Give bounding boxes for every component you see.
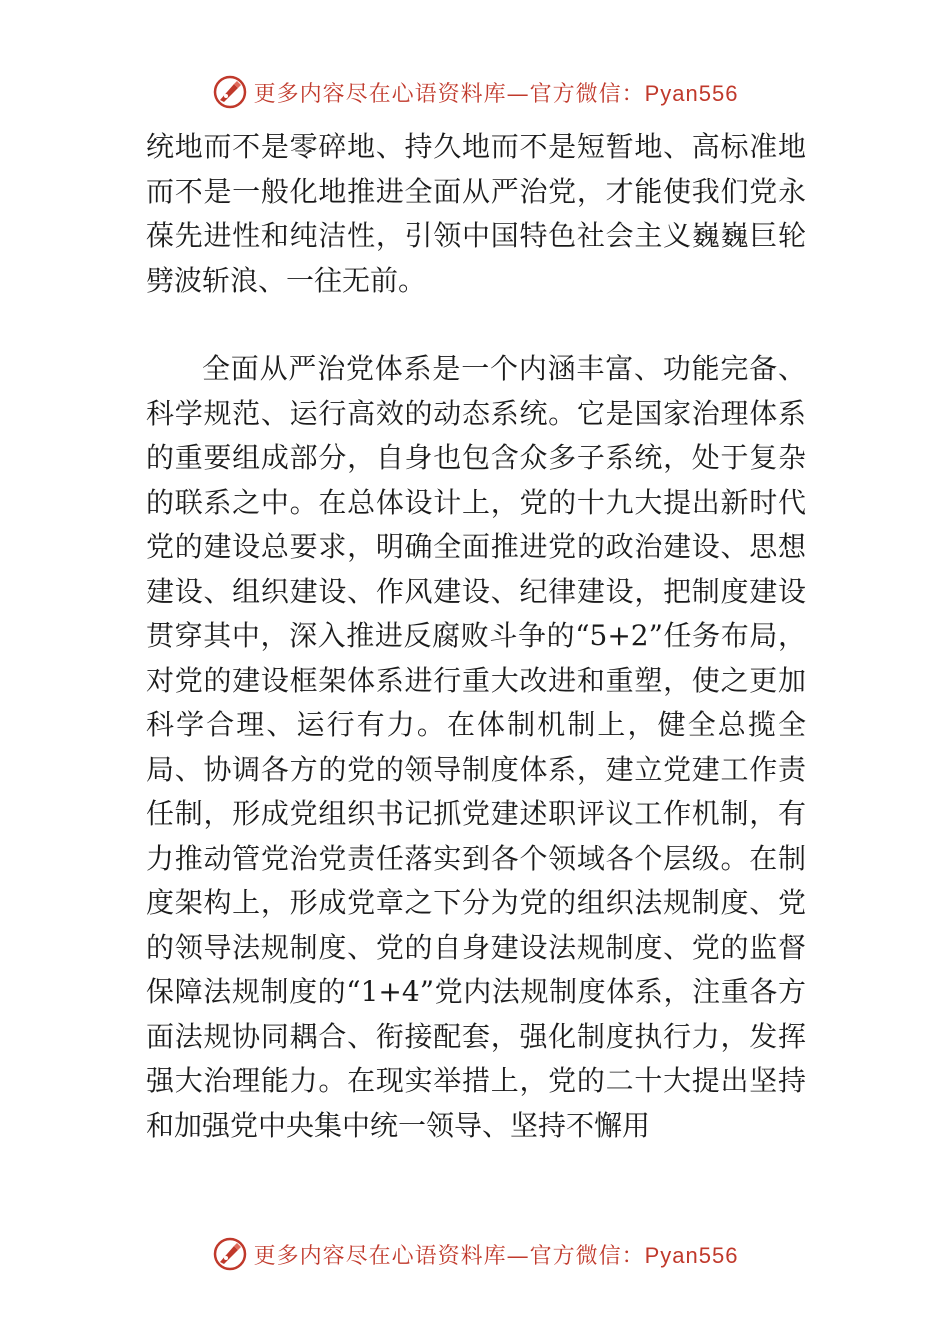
footer-banner (0, 1232, 950, 1276)
footer-banner-id: Pyan556 (644, 1242, 739, 1268)
paragraph-1: 统地而不是零碎地、持久地而不是短暂地、高标准地而不是一般化地推进全面从严治党，才能使我们党永葆先进性和纯洁性，引领中国特色社会主义巍巍巨轮劈波斩浪、一往无前。 (146, 130, 806, 297)
header-banner (0, 70, 950, 114)
header-banner-id: Pyan556 (644, 80, 739, 106)
pen-logo-icon (212, 1236, 248, 1272)
footer-banner-text: 更多内容尽在心语资料库—官方微信：Pyan556 (253, 1242, 739, 1269)
header-banner-text: 更多内容尽在心语资料库—官方微信：Pyan556 (253, 80, 739, 107)
pen-logo-icon (212, 74, 248, 110)
paragraph-2: 全面从严治党体系是一个内涵丰富、功能完备、科学规范、运行高效的动态系统。它是国家治理体系的重要组成部分，自身也包含众多子系统，处于复杂的联系之中。在总体设计上，党的十九大提出新时代党的建设总要求，明确全面推进党的政治建设、思想建设、组织建设、作风建设、纪律建设，把制度建设贯穿其中，深入推进反腐败斗争的“5+2”任务布局，对党的建设框架体系进行重大改进和重塑，使之更加科学合理、运行有力。在体制机制上，健全总揽全局、协调各方的党的领导制度体系，建立党建工作责任制，形成党组织书记抓党建述职评议工作机制，有力推动管党治党责任落实到各个领域各个层级。在制度架构上，形成党章之下分为党的组织法规制度、党的领导法规制度、党的自身建设法规制度、党的监督保障法规制度的“1+4”党内法规制度体系，注重各方面法规协同耦合、衔接配套，强化制度执行力，发挥强大治理能力。在现实举措上，党的二十大提出坚持和加强党中央集中统一领导、坚持不懈用 (146, 352, 806, 1142)
document-body (146, 125, 806, 1148)
